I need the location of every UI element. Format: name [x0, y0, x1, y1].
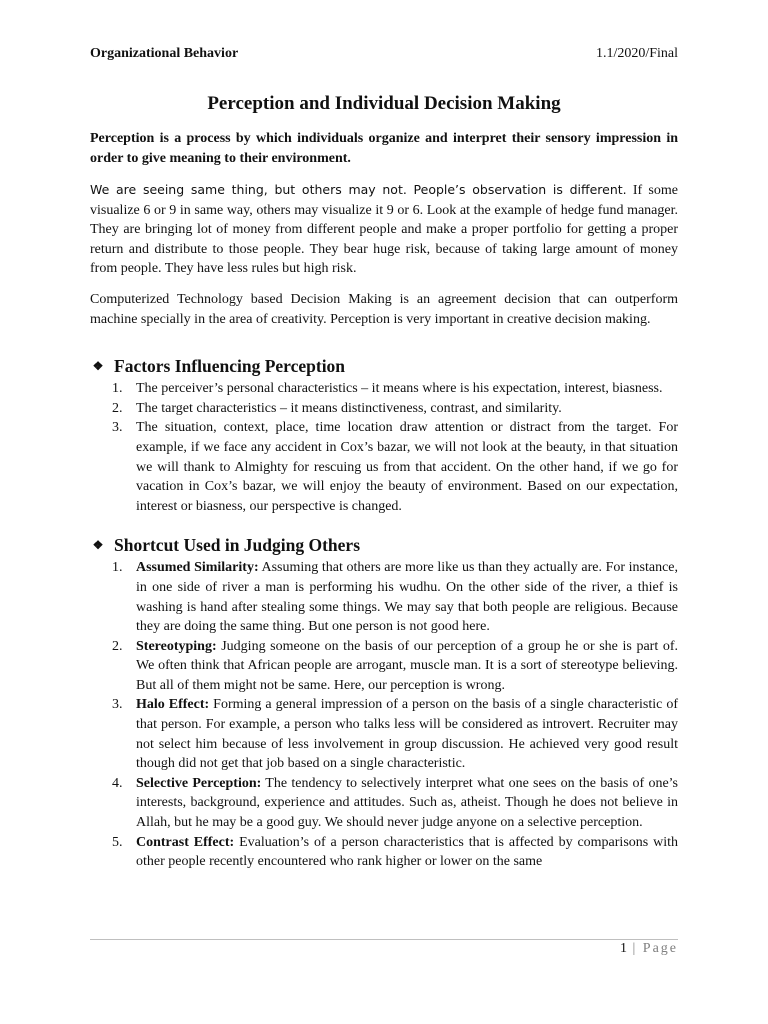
page-number: 1 — [619, 941, 627, 956]
list-item-text: The perceiver’s personal characteristics – it means where is his expectation, interest, biasness. — [136, 381, 663, 397]
shortcuts-list — [90, 558, 678, 872]
factors-heading — [90, 355, 678, 377]
list-item-term: Stereotyping: — [136, 638, 217, 654]
running-header — [90, 46, 678, 62]
list-item-text: Forming a general impression of a person on the basis of a single characteristic of that person. For example, a person who talks less will be considered as introvert. Recruiter may not select him because of less involvement in group discussion. He achieved very good result though did not get that job based on a single characteristic. — [136, 697, 678, 772]
list-item-text: The target characteristics – it means distinctiveness, contrast, and similarity. — [136, 400, 562, 416]
list-item-number: 2. — [112, 400, 123, 416]
bullet-diamond-icon: ❖ — [92, 538, 104, 553]
bullet-diamond-icon: ❖ — [92, 359, 104, 374]
footer-divider — [90, 939, 678, 940]
header-course-title: Organizational Behavior — [90, 46, 239, 61]
list-item — [90, 558, 678, 636]
factors-section — [90, 355, 678, 516]
list-item-number: 3. — [112, 420, 123, 436]
intro-paragraph — [90, 180, 678, 279]
list-item — [90, 695, 678, 773]
intro-rest-text: If some visualize 6 or 9 in same way, others may visualize it 9 or 6. Look at the example of hedge fund manager. They are bringing lot of money from different people and make a proper portfolio for getting a proper return and distribute to those people. They bear huge risk, because of taking large amount of money from people. They have less rules but high risk. — [90, 183, 678, 277]
list-item-number: 2. — [112, 638, 123, 654]
list-item-term: Contrast Effect: — [136, 834, 235, 850]
list-item — [90, 399, 678, 419]
header-version: 1.1/2020/Final — [595, 46, 678, 61]
list-item — [90, 774, 678, 833]
page-title: Perception and Individual Decision Making — [207, 93, 561, 114]
shortcuts-section — [90, 534, 678, 872]
list-item-term: Assumed Similarity: — [136, 560, 259, 576]
list-item-number: 4. — [112, 775, 123, 791]
list-item-number: 1. — [112, 381, 123, 397]
list-item-text: Evaluation’s of a person characteristics that is affected by comparisons with other people recently encountered who rank higher or lower on the same — [136, 834, 678, 870]
list-item-number: 1. — [112, 560, 123, 576]
list-item — [90, 637, 678, 696]
page-footer — [620, 941, 678, 957]
factors-heading-text: Factors Influencing Perception — [114, 356, 346, 377]
shortcuts-heading-text: Shortcut Used in Judging Others — [114, 535, 361, 556]
factors-list — [90, 379, 678, 516]
intro-lead-text: We are seeing same thing, but others may not. People’s observation is different. — [90, 182, 627, 197]
page-label: Page — [642, 941, 678, 956]
list-item-text: Judging someone on the basis of our perception of a group he or she is part of. We often think that African people are arrogant, muscle man. It is a sort of stereotype believing. But all of them might not be same. Here, our perception is wrong. — [136, 638, 678, 693]
list-item-term: Selective Perception: — [136, 775, 262, 791]
page-separator: | — [626, 941, 643, 956]
list-item-text: The tendency to selectively interpret what one sees on the basis of one’s interests, background, experience and attitudes. Such as, atheist. Though he does not believe in Allah, but he may be a good guy. We should never judge anyone on a selective perception. — [136, 775, 678, 831]
list-item-text: Assuming that others are more like us than they actually are. For instance, in one side of river a man is performing his wudhu. On the other side of the river, a thief is washing is hand after stealing some things. We may say that both people are religious. Because they are doing the same thing. But one person is not good here. — [136, 560, 679, 635]
list-item-number: 5. — [112, 834, 123, 850]
definition-paragraph: Perception is a process by which individuals organize and interpret their sensory impression in order to give meaning to their environment. — [90, 131, 678, 166]
list-item-text: The situation, context, place, time location draw attention or distract from the target. For example, if we face any accident in Cox’s bazar, we will not look at the beauty, in that situation we will thank to Almighty for rescuing us from that accident. On the other hand, if we go for vacation in Cox’s bazar, we will enjoy the beauty of environment. Based on our expectation, interest or biasness, our perspective is changed. — [136, 420, 678, 514]
list-item-term: Halo Effect: — [136, 697, 210, 713]
list-item — [90, 418, 678, 516]
decision-making-paragraph: Computerized Technology based Decision Making is an agreement decision that can outperform machine specially in the area of creativity. Perception is very important in creative decision making. — [90, 291, 678, 327]
list-item-number: 3. — [112, 697, 123, 713]
shortcuts-heading — [90, 534, 678, 556]
list-item — [90, 379, 678, 399]
document-body — [90, 91, 678, 872]
list-item — [90, 833, 678, 872]
